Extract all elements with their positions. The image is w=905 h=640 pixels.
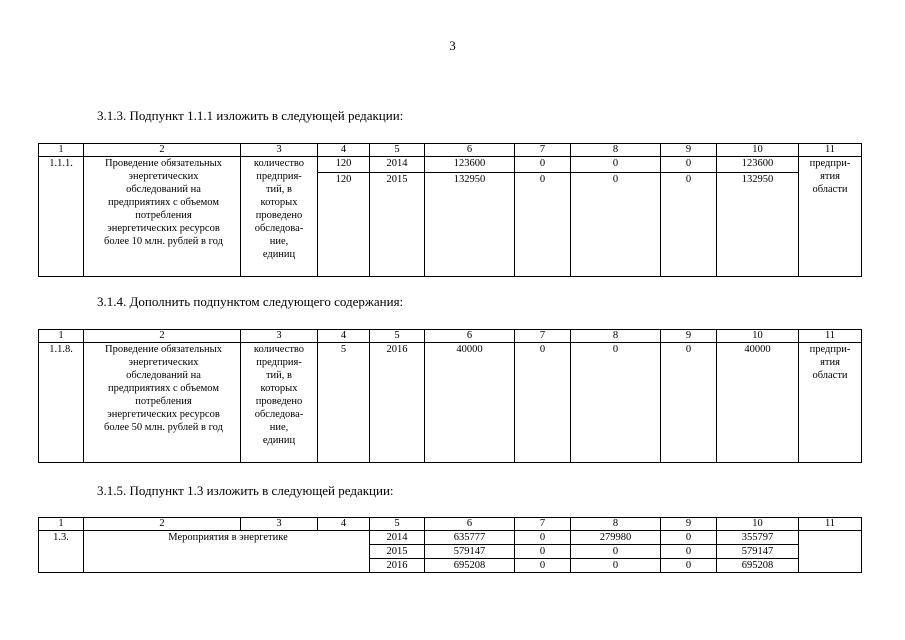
description-line: более 10 млн. рублей в год: [104, 236, 223, 247]
item-indicator: [241, 343, 318, 463]
amount-cell: 0: [515, 343, 571, 463]
item-executor: [799, 343, 862, 463]
amount-cell: 0: [515, 173, 571, 277]
amount-cell: 0: [571, 173, 661, 277]
item-number: 1.1.1.: [39, 157, 84, 277]
description-line: энергетических: [128, 357, 199, 368]
section-heading: 3.1.5. Подпункт 1.3 изложить в следующей редакции:: [97, 483, 394, 498]
amount-cell: 0: [571, 545, 661, 559]
column-header: 7: [515, 518, 571, 531]
indicator-line: тий, в: [265, 184, 293, 195]
amount-cell: 0: [571, 157, 661, 173]
column-header: 11: [799, 330, 862, 343]
column-header: 7: [515, 330, 571, 343]
indicator-line: обследова-: [254, 409, 304, 420]
indicator-line: которых: [260, 197, 298, 208]
indicator-line: ние,: [269, 422, 289, 433]
amount-cell: 579147: [717, 545, 799, 559]
amount-cell: 123600: [717, 157, 799, 173]
year-cell: 2014: [370, 157, 425, 173]
column-header: 1: [39, 330, 84, 343]
program-table: [38, 329, 862, 463]
column-header: 3: [241, 518, 318, 531]
description-line: энергетических: [128, 171, 199, 182]
indicator-value-cell: 120: [318, 157, 370, 173]
column-header: 7: [515, 144, 571, 157]
executor-line: предпри-: [809, 158, 851, 169]
year-cell: 2015: [370, 545, 425, 559]
column-header: 9: [661, 330, 717, 343]
section-heading: 3.1.4. Дополнить подпунктом следующего содержания:: [97, 294, 404, 309]
amount-cell: 279980: [571, 531, 661, 545]
amount-cell: 0: [661, 173, 717, 277]
description-line: обследований на: [126, 370, 201, 381]
executor-line: предпри-: [809, 344, 851, 355]
column-header: 8: [571, 330, 661, 343]
total-amount-cell: 40000: [425, 343, 515, 463]
amount-cell: 0: [515, 545, 571, 559]
column-header: 4: [318, 518, 370, 531]
indicator-value-cell: 120: [318, 173, 370, 277]
description-line: Проведение обязательных: [105, 158, 222, 169]
year-cell: 2016: [370, 559, 425, 573]
item-executor: [799, 531, 862, 573]
indicator-line: проведено: [255, 396, 303, 407]
amount-cell: 0: [571, 559, 661, 573]
column-header: 3: [241, 144, 318, 157]
program-table: [38, 143, 862, 277]
description-line: обследований на: [126, 184, 201, 195]
executor-line: ятия: [820, 171, 840, 182]
amount-cell: 355797: [717, 531, 799, 545]
indicator-line: предприя-: [256, 171, 302, 182]
column-header: 2: [84, 144, 241, 157]
total-amount-cell: 695208: [425, 559, 515, 573]
indicator-line: обследова-: [254, 223, 304, 234]
indicator-line: единиц: [262, 249, 296, 260]
column-header: 8: [571, 518, 661, 531]
description-line: предприятиях с объемом: [107, 383, 219, 394]
program-table: [38, 517, 862, 573]
indicator-line: которых: [260, 383, 298, 394]
indicator-line: проведено: [255, 210, 303, 221]
amount-cell: 0: [515, 559, 571, 573]
amount-cell: 0: [661, 545, 717, 559]
executor-line: ятия: [820, 357, 840, 368]
amount-cell: 132950: [717, 173, 799, 277]
indicator-value-cell: 5: [318, 343, 370, 463]
section-heading: 3.1.3. Подпункт 1.1.1 изложить в следующей редакции:: [97, 108, 404, 123]
indicator-line: тий, в: [265, 370, 293, 381]
description-line: энергетических ресурсов: [107, 223, 220, 234]
amount-cell: 0: [515, 531, 571, 545]
indicator-line: предприя-: [256, 357, 302, 368]
indicator-line: количество: [253, 158, 305, 169]
amount-cell: 0: [571, 343, 661, 463]
item-description: Мероприятия в энергетике: [84, 531, 370, 573]
column-header: 3: [241, 330, 318, 343]
description-line: потребления: [135, 396, 192, 407]
description-line: потребления: [135, 210, 192, 221]
column-header: 9: [661, 518, 717, 531]
item-number: 1.3.: [39, 531, 84, 573]
item-description: [84, 343, 241, 463]
indicator-line: единиц: [262, 435, 296, 446]
item-executor: [799, 157, 862, 277]
column-header: 5: [370, 330, 425, 343]
column-header: 4: [318, 330, 370, 343]
amount-cell: 695208: [717, 559, 799, 573]
column-header: 10: [717, 330, 799, 343]
description-line: энергетических ресурсов: [107, 409, 220, 420]
column-header: 6: [425, 144, 515, 157]
total-amount-cell: 132950: [425, 173, 515, 277]
table-header-row: [39, 330, 862, 343]
amount-cell: 40000: [717, 343, 799, 463]
amount-cell: 0: [661, 559, 717, 573]
table-row: [39, 157, 862, 173]
amount-cell: 0: [661, 531, 717, 545]
indicator-line: количество: [253, 344, 305, 355]
table-row: [39, 343, 862, 463]
executor-line: области: [812, 370, 848, 381]
item-indicator: [241, 157, 318, 277]
amount-cell: 0: [515, 157, 571, 173]
column-header: 4: [318, 144, 370, 157]
column-header: 1: [39, 518, 84, 531]
year-cell: 2016: [370, 343, 425, 463]
column-header: 6: [425, 330, 515, 343]
executor-line: области: [812, 184, 848, 195]
year-cell: 2015: [370, 173, 425, 277]
column-header: 10: [717, 144, 799, 157]
column-header: 1: [39, 144, 84, 157]
item-description: [84, 157, 241, 277]
year-cell: 2014: [370, 531, 425, 545]
indicator-line: ние,: [269, 236, 289, 247]
column-header: 6: [425, 518, 515, 531]
description-line: более 50 млн. рублей в год: [104, 422, 223, 433]
column-header: 2: [84, 518, 241, 531]
column-header: 8: [571, 144, 661, 157]
total-amount-cell: 579147: [425, 545, 515, 559]
column-header: 9: [661, 144, 717, 157]
table-row: [39, 531, 862, 545]
description-line: предприятиях с объемом: [107, 197, 219, 208]
item-number: 1.1.8.: [39, 343, 84, 463]
column-header: 11: [799, 144, 862, 157]
total-amount-cell: 123600: [425, 157, 515, 173]
column-header: 5: [370, 518, 425, 531]
column-header: 10: [717, 518, 799, 531]
column-header: 2: [84, 330, 241, 343]
total-amount-cell: 635777: [425, 531, 515, 545]
table-header-row: [39, 144, 862, 157]
column-header: 5: [370, 144, 425, 157]
amount-cell: 0: [661, 157, 717, 173]
table-header-row: [39, 518, 862, 531]
column-header: 11: [799, 518, 862, 531]
page-number: 3: [449, 38, 456, 53]
amount-cell: 0: [661, 343, 717, 463]
description-line: Проведение обязательных: [105, 344, 222, 355]
